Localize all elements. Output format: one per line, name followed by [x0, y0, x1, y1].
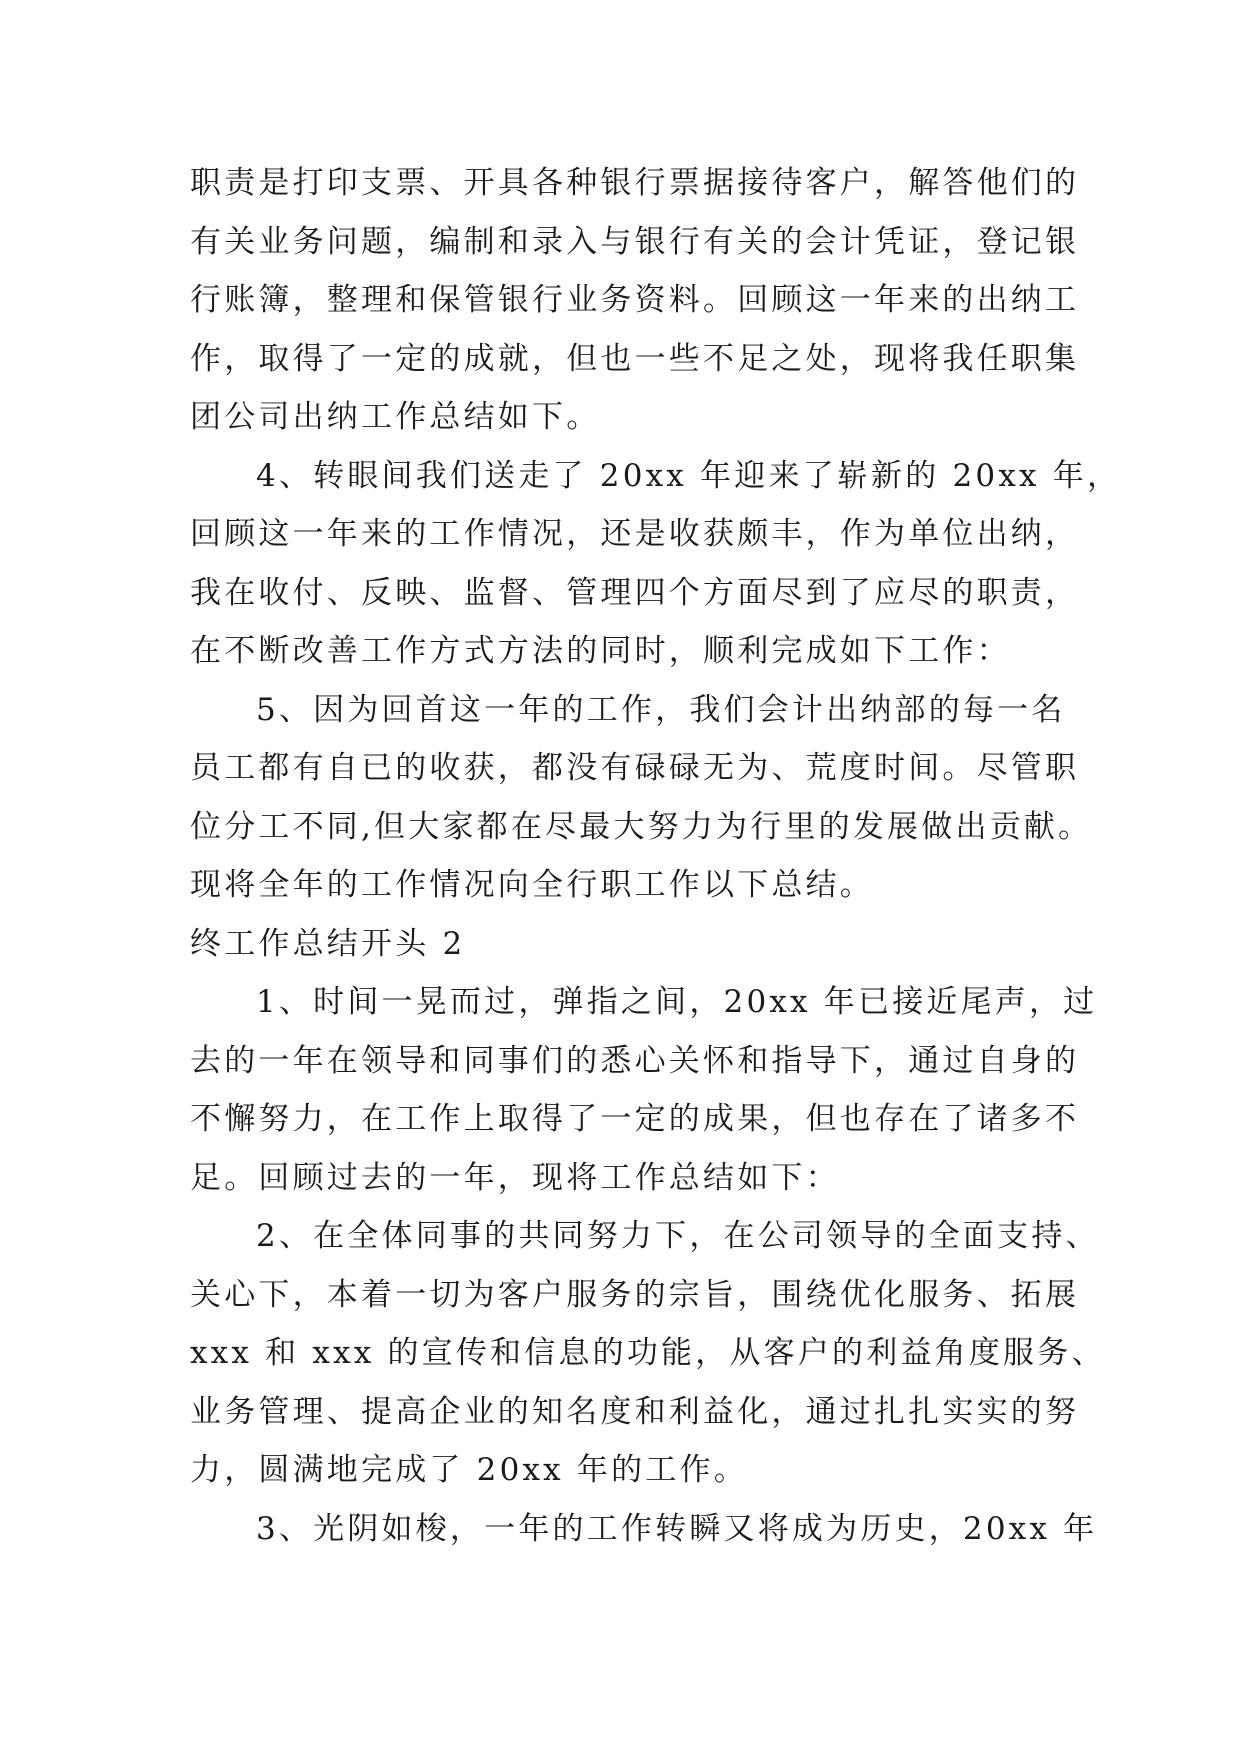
text-line: 关心下，本着一切为客户服务的宗旨，围绕优化服务、拓展	[190, 1276, 1080, 1313]
text-line: 力，圆满地完成了 20xx 年的工作。	[190, 1452, 748, 1488]
text-line: 有关业务问题，编制和录入与银行有关的会计凭证，登记银	[190, 223, 1080, 260]
text-line: 我在收付、反映、监督、管理四个方面尽到了应尽的职责，	[190, 574, 1080, 611]
text-line: 业务管理、提高企业的知名度和利益化，通过扎扎实实的努	[190, 1393, 1080, 1430]
document-body	[190, 154, 1122, 1558]
paragraph-first-line: 2、在全体同事的共同努力下，在公司领导的全面支持、	[256, 1218, 1100, 1254]
text-line: 在不断改善工作方式方法的同时，顺利完成如下工作：	[190, 633, 1011, 669]
text-line: 团公司出纳工作总结如下。	[190, 399, 601, 435]
text-line: 不懈努力，在工作上取得了一定的成果，但也存在了诸多不	[190, 1101, 1080, 1137]
section-heading: 终工作总结开头 2	[190, 925, 466, 962]
text-line: 位分工不同,但大家都在尽最大努力为行里的发展做出贡献。	[190, 808, 1093, 845]
text-line: 行账簿，整理和保管银行业务资料。回顾这一年来的出纳工	[190, 282, 1080, 318]
text-line: 作，取得了一定的成就，但也一些不足之处，现将我任职集	[190, 340, 1080, 377]
text-line: 去的一年在领导和同事们的悉心关怀和指导下，通过自身的	[190, 1042, 1080, 1079]
text-line: 职责是打印支票、开具各种银行票据接待客户，解答他们的	[190, 165, 1080, 201]
text-line: xxx 和 xxx 的宣传和信息的功能，从客户的利益角度服务、	[190, 1335, 1106, 1371]
paragraph-first-line: 3、光阴如梭，一年的工作转瞬又将成为历史，20xx 年	[256, 1510, 1098, 1547]
text-line: 现将全年的工作情况向全行职工作以下总结。	[190, 867, 874, 903]
text-line: 回顾这一年来的工作情况，还是收获颇丰，作为单位出纳，	[190, 516, 1080, 552]
paragraph-first-line: 5、因为回首这一年的工作，我们会计出纳部的每一名	[256, 691, 1066, 728]
paragraph-first-line: 4、转眼间我们送走了 20xx 年迎来了崭新的 20xx 年，	[256, 457, 1122, 494]
paragraph-first-line: 1、时间一晃而过，弹指之间，20xx 年已接近尾声，过	[256, 984, 1098, 1020]
text-line: 员工都有自已的收获，都没有碌碌无为、荒度时间。尽管职	[190, 750, 1080, 786]
text-line: 足。回顾过去的一年，现将工作总结如下：	[190, 1159, 840, 1196]
